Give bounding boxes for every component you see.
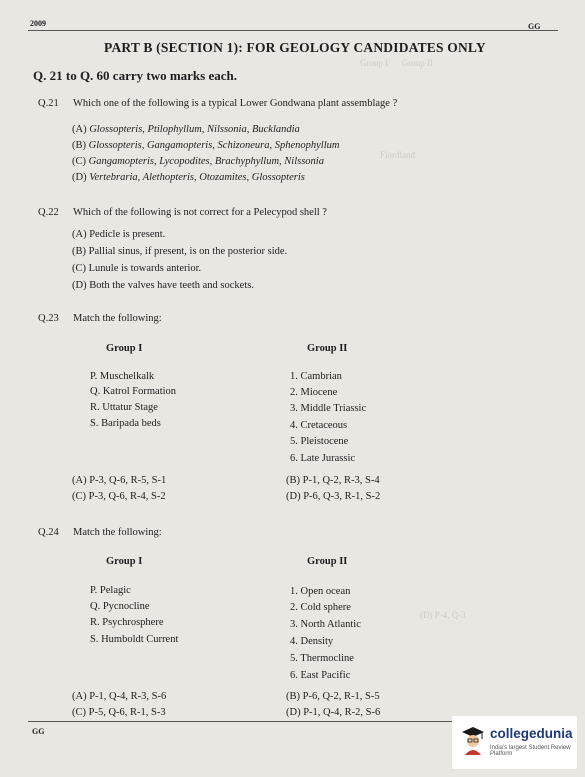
group-1-item: S. Humboldt Current <box>90 634 179 645</box>
group-1-item: P. Pelagic <box>90 585 131 596</box>
year-label: 2009 <box>30 19 46 28</box>
answer-a: (A) P-1, Q-4, R-3, S-6 <box>72 691 167 702</box>
header-rule <box>28 30 558 31</box>
answer-a: (A) P-3, Q-6, R-5, S-1 <box>72 475 167 486</box>
group-1-item: Q. Katrol Formation <box>90 386 177 397</box>
group-2-item: 1. Cambrian <box>290 371 342 382</box>
answer-d: (D) P-6, Q-3, R-1, S-2 <box>286 491 381 502</box>
footer-code: GG <box>32 727 45 736</box>
group-2-item: 2. Cold sphere <box>290 602 351 613</box>
group-2-item: 1. Open ocean <box>290 586 351 597</box>
bleed-through-text: Fiordland <box>380 150 415 160</box>
answer-b: (B) P-6, Q-2, R-1, S-5 <box>286 691 380 702</box>
group-1-item: Q. Pycnocline <box>90 601 150 612</box>
question-number: Q.22 <box>38 207 59 218</box>
option-d: (D) Both the valves have teeth and sockets. <box>72 280 254 291</box>
answer-b: (B) P-1, Q-2, R-3, S-4 <box>286 475 380 486</box>
question-text: Which one of the following is a typical Lower Gondwana plant assemblage ? <box>73 98 398 109</box>
group-2-item: 6. East Pacific <box>290 670 351 681</box>
option-d: (D) Vertebraria, Alethopteris, Otozamites, Glossopteris <box>72 172 305 183</box>
group-1-item: R. Psychrosphere <box>90 617 164 628</box>
question-text: Match the following: <box>73 527 162 538</box>
question-number: Q.21 <box>38 98 59 109</box>
question-number: Q.24 <box>38 527 59 538</box>
group-2-item: 3. North Atlantic <box>290 619 361 630</box>
bleed-through-text: (D) P-4, Q-3 <box>420 610 466 620</box>
answer-c: (C) P-5, Q-6, R-1, S-3 <box>72 707 166 718</box>
group-2-title: Group II <box>307 343 348 354</box>
group-2-item: 4. Density <box>290 636 334 647</box>
section-title: PART B (SECTION 1): FOR GEOLOGY CANDIDATES ONLY <box>104 40 486 55</box>
student-mascot-icon <box>460 726 486 756</box>
group-2-title: Group II <box>307 556 348 567</box>
option-c: (C) Lunule is towards anterior. <box>72 263 202 274</box>
group-1-title: Group I <box>106 556 143 567</box>
group-2-item: 3. Middle Triassic <box>290 403 367 414</box>
group-2-item: 6. Late Jurassic <box>290 453 356 464</box>
group-2-item: 5. Pleistocene <box>290 436 349 447</box>
group-2-item: 4. Cretaceous <box>290 420 348 431</box>
question-text: Which of the following is not correct for a Pelecypod shell ? <box>73 207 327 218</box>
group-1-item: S. Baripada beds <box>90 418 161 429</box>
option-c: (C) Gangamopteris, Lycopodites, Brachyphyllum, Nilssonia <box>72 156 324 167</box>
group-1-item: R. Uttatur Stage <box>90 402 158 413</box>
answer-c: (C) P-3, Q-6, R-4, S-2 <box>72 491 166 502</box>
answer-d: (D) P-1, Q-4, R-2, S-6 <box>286 707 381 718</box>
bleed-through-text: Group I Group II <box>360 58 433 68</box>
option-a: (A) Pedicle is present. <box>72 229 166 240</box>
option-a: (A) Glossopteris, Ptilophyllum, Nilssonia, Bucklandia <box>72 124 300 135</box>
option-b: (B) Glossopteris, Gangamopteris, Schizoneura, Sphenophyllum <box>72 140 340 151</box>
question-number: Q.23 <box>38 313 59 324</box>
group-2-item: 2. Miocene <box>290 387 338 398</box>
logo-tagline: India's largest Student Review Platform <box>490 745 571 757</box>
logo-name: collegedunia <box>490 726 573 741</box>
group-2-item: 5. Thermocline <box>290 653 354 664</box>
paper-code: GG <box>528 22 541 31</box>
question-text: Match the following: <box>73 313 162 324</box>
group-1-item: P. Muschelkalk <box>90 371 155 382</box>
group-1-title: Group I <box>106 343 143 354</box>
collegedunia-logo <box>452 716 577 769</box>
option-b: (B) Pallial sinus, if present, is on the posterior side. <box>72 246 288 257</box>
marks-note: Q. 21 to Q. 60 carry two marks each. <box>33 68 237 83</box>
